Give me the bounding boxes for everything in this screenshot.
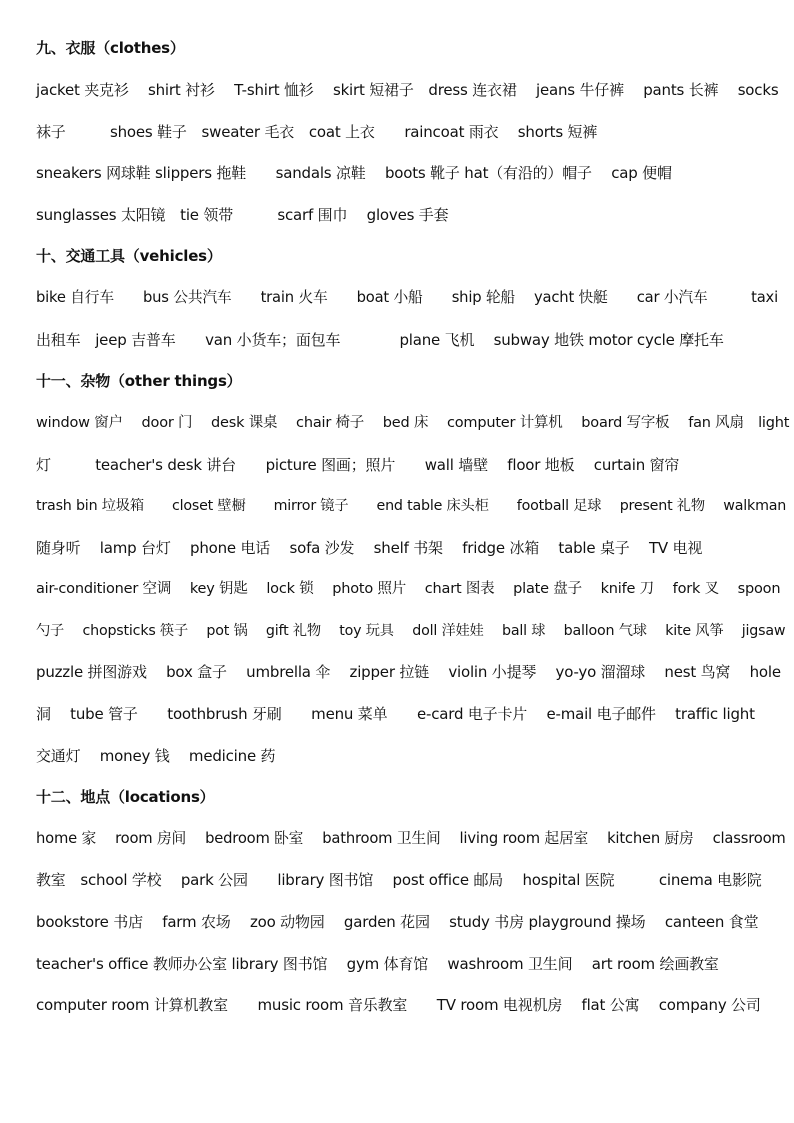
vocab-line: 交通灯 money 钱 medicine 药: [36, 747, 276, 765]
section-heading-clothes: 九、衣服（clothes）: [36, 39, 185, 57]
vocab-line: 袜子 shoes 鞋子 sweater 毛衣 coat 上衣 raincoat 雨衣 shorts 短裤: [36, 123, 598, 141]
section-heading-vehicles: 十、交通工具（vehicles）: [36, 247, 222, 265]
section-heading-locations: 十二、地点（locations）: [36, 788, 215, 806]
vocab-line: 教室 school 学校 park 公园 library 图书馆 post office 邮局 hospital 医院 cinema 电影院: [36, 871, 762, 889]
vocab-line: sunglasses 太阳镜 tie 领带 scarf 围巾 gloves 手套: [36, 206, 449, 224]
vocab-line: air-conditioner 空调 key 钥匙 lock 锁 photo 照片 chart 图表 plate 盘子 knife 刀 fork 叉 spoon: [36, 581, 781, 597]
vocab-line: 勺子 chopsticks 筷子 pot 锅 gift 礼物 toy 玩具 doll 洋娃娃 ball 球 balloon 气球 kite 风筝 jigsaw: [36, 623, 786, 639]
section-heading-other-things: 十一、杂物（other things）: [36, 372, 242, 390]
vocab-line: 随身听 lamp 台灯 phone 电话 sofa 沙发 shelf 书架 fridge 冰箱 table 桌子 TV 电视: [36, 539, 703, 557]
vocab-line: home 家 room 房间 bedroom 卧室 bathroom 卫生间 living room 起居室 kitchen 厨房 classroom: [36, 830, 786, 847]
vocab-line: bike 自行车 bus 公共汽车 train 火车 boat 小船 ship 轮船 yacht 快艇 car 小汽车 taxi: [36, 289, 778, 306]
vocab-line: sneakers 网球鞋 slippers 拖鞋 sandals 凉鞋 boots 靴子 hat（有沿的）帽子 cap 便帽: [36, 164, 672, 182]
vocab-line: teacher's office 教师办公室 library 图书馆 gym 体育馆 washroom 卫生间 art room 绘画教室: [36, 955, 719, 973]
vocab-line: window 窗户 door 门 desk 课桌 chair 椅子 bed 床 computer 计算机 board 写字板 fan 风扇 light: [36, 415, 790, 431]
vocab-line: bookstore 书店 farm 农场 zoo 动物园 garden 花园 study 书房 playground 操场 canteen 食堂: [36, 913, 759, 931]
vocab-line: 洞 tube 管子 toothbrush 牙刷 menu 菜单 e-card 电子卡片 e-mail 电子邮件 traffic light: [36, 705, 755, 723]
vocab-line: computer room 计算机教室 music room 音乐教室 TV room 电视机房 flat 公寓 company 公司: [36, 996, 761, 1014]
vocab-line: puzzle 拼图游戏 box 盒子 umbrella 伞 zipper 拉链 violin 小提琴 yo-yo 溜溜球 nest 鸟窝 hole: [36, 663, 781, 681]
vocab-line: 灯 teacher's desk 讲台 picture 图画；照片 wall 墙壁 floor 地板 curtain 窗帘: [36, 456, 680, 474]
vocab-line: trash bin 垃圾箱 closet 壁橱 mirror 镜子 end table 床头柜 football 足球 present 礼物 walkman: [36, 498, 787, 514]
vocab-line: 出租车 jeep 吉普车 van 小货车；面包车 plane 飞机 subway 地铁 motor cycle 摩托车: [36, 331, 724, 349]
vocab-line: jacket 夹克衫 shirt 衬衫 T-shirt 恤衫 skirt 短裙子 dress 连衣裙 jeans 牛仔裤 pants 长裤 socks: [36, 81, 779, 99]
